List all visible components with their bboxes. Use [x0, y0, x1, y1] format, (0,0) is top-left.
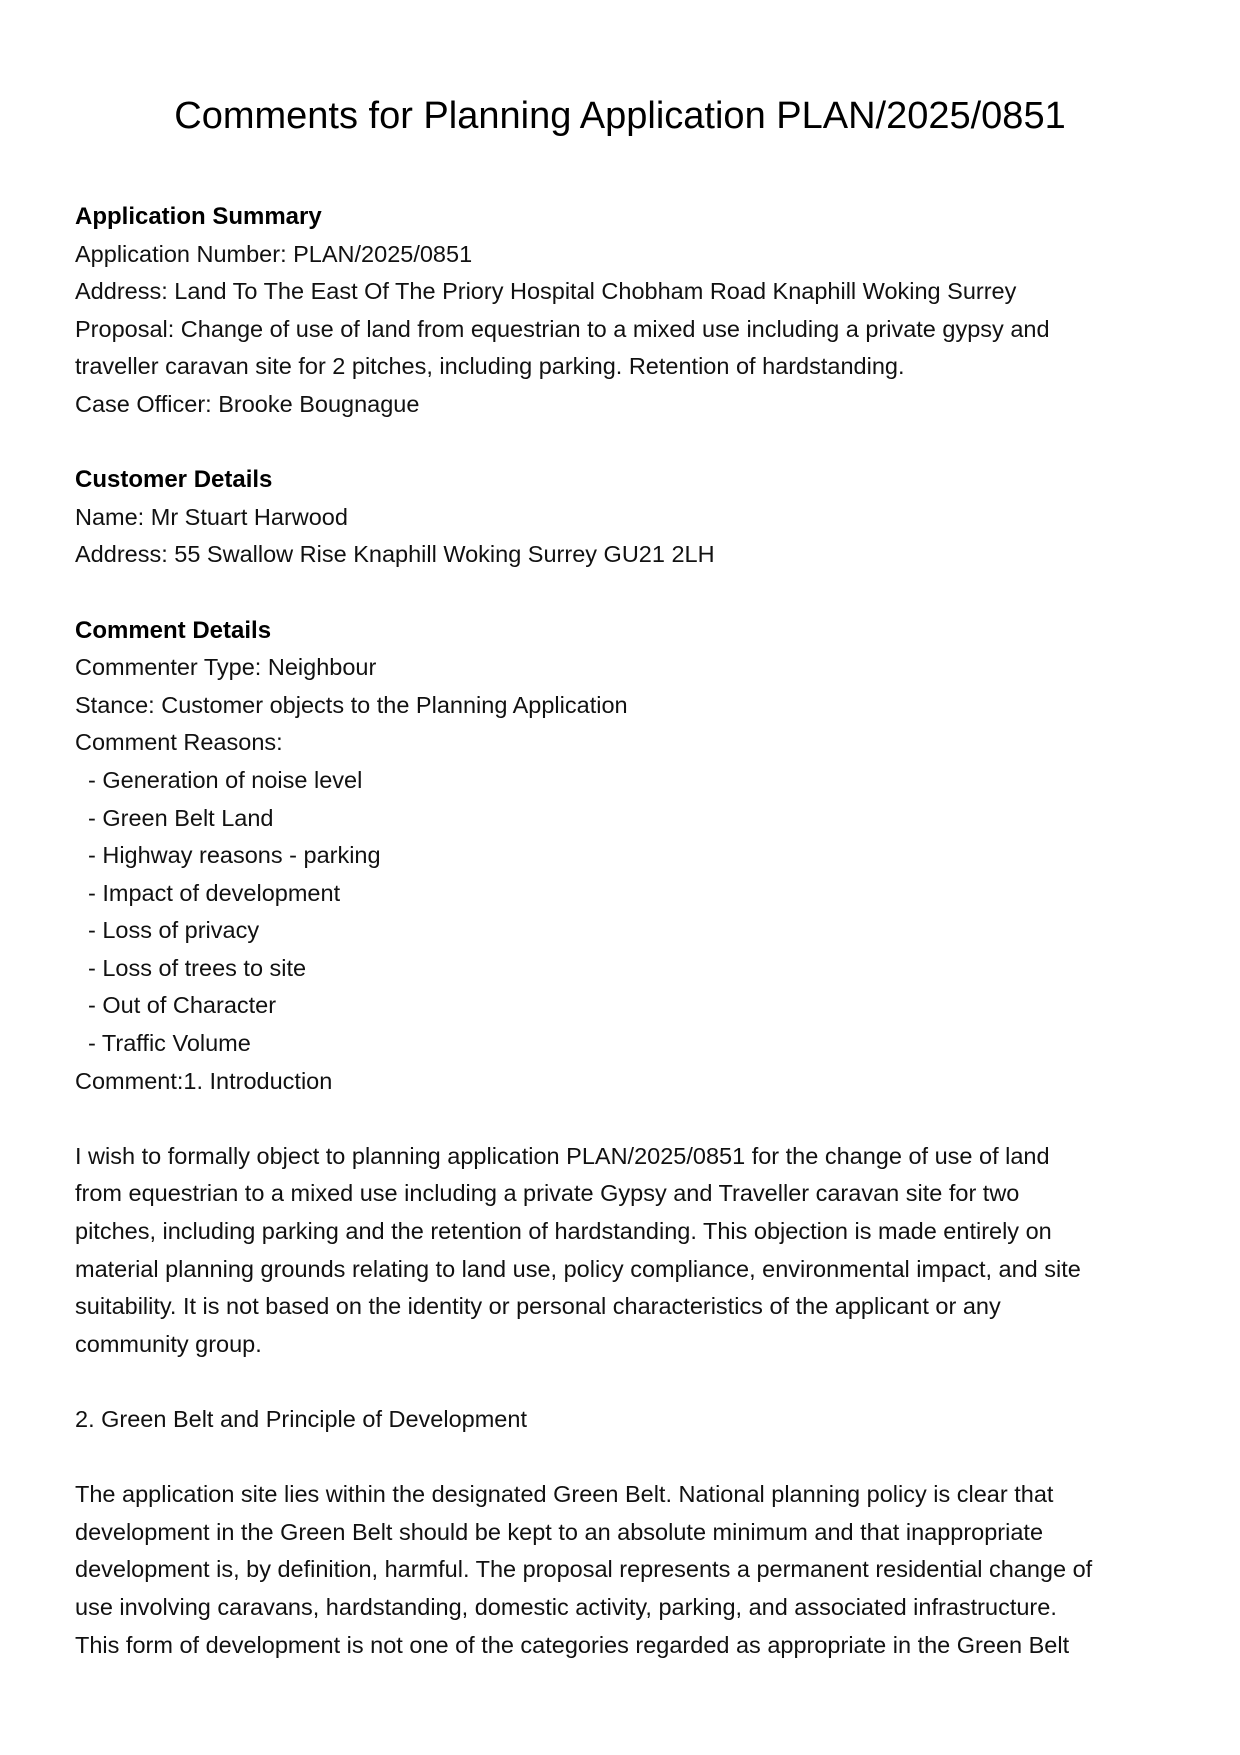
comment-reasons-label: Comment Reasons:	[75, 729, 283, 756]
commenter-type: Commenter Type: Neighbour	[75, 654, 377, 681]
proposal-line-2: traveller caravan site for 2 pitches, including parking. Retention of hardstanding.	[75, 353, 905, 380]
proposal-line-1: Proposal: Change of use of land from equestrian to a mixed use including a private gypsy and	[75, 315, 1050, 342]
section-2-paragraph	[75, 1476, 1175, 1664]
comment-reason-item: - Generation of noise level	[88, 766, 363, 793]
comment-reason-item: - Impact of development	[88, 879, 341, 906]
paragraph-line: This form of development is not one of the categories regarded as appropriate in the Green Belt	[75, 1631, 1070, 1658]
comment-reasons-list	[75, 762, 1175, 1063]
paragraph-line: use involving caravans, hardstanding, domestic activity, parking, and associated infrastructure.	[75, 1593, 1057, 1620]
comment-reason-item: - Loss of privacy	[88, 917, 260, 944]
customer-address: Address: 55 Swallow Rise Knaphill Woking Surrey GU21 2LH	[75, 541, 715, 568]
case-officer: Case Officer: Brooke Bougnague	[75, 390, 420, 417]
stance: Stance: Customer objects to the Planning Application	[75, 691, 628, 718]
paragraph-line: from equestrian to a mixed use including a private Gypsy and Traveller caravan site for two	[75, 1180, 1020, 1207]
paragraph-line: material planning grounds relating to land use, policy compliance, environmental impact, and site	[75, 1255, 1081, 1282]
comment-reason-item: - Highway reasons - parking	[88, 842, 381, 869]
paragraph-line: suitability. It is not based on the identity or personal characteristics of the applicant or any	[75, 1293, 1001, 1320]
application-summary-heading: Application Summary	[75, 203, 322, 230]
application-address: Address: Land To The East Of The Priory Hospital Chobham Road Knaphill Woking Surrey	[75, 278, 1017, 305]
paragraph-line: community group.	[75, 1330, 262, 1357]
spacer	[75, 1439, 1175, 1477]
comment-details-heading: Comment Details	[75, 616, 272, 644]
customer-name: Name: Mr Stuart Harwood	[75, 503, 348, 530]
paragraph-line: I wish to formally object to planning application PLAN/2025/0851 for the change of use of land	[75, 1142, 1050, 1169]
intro-paragraph	[75, 1138, 1175, 1364]
paragraph-line: development in the Green Belt should be kept to an absolute minimum and that inappropriate	[75, 1518, 1044, 1545]
section-2-heading: 2. Green Belt and Principle of Development	[75, 1406, 527, 1432]
spacer	[75, 574, 1175, 612]
spacer	[75, 1100, 1175, 1138]
customer-details-heading: Customer Details	[75, 466, 273, 494]
paragraph-line: pitches, including parking and the retention of hardstanding. This objection is made entirely on	[75, 1218, 1052, 1245]
spacer	[75, 424, 1175, 462]
application-summary-section	[75, 198, 1175, 424]
customer-details-section	[75, 461, 1175, 574]
page-title: Comments for Planning Application PLAN/2025/0851	[174, 95, 1066, 137]
comment-reason-item: - Green Belt Land	[88, 804, 274, 831]
comment-reason-item: - Loss of trees to site	[88, 954, 307, 981]
comment-reason-item: - Out of Character	[88, 992, 277, 1019]
document-content	[75, 198, 1175, 1664]
comment-reason-item: - Traffic Volume	[88, 1030, 251, 1057]
paragraph-line: The application site lies within the designated Green Belt. National planning policy is clear that	[75, 1481, 1054, 1508]
spacer	[75, 1363, 1175, 1401]
comment-details-section	[75, 612, 1175, 1101]
comment-intro: Comment:1. Introduction	[75, 1067, 333, 1094]
application-number: Application Number: PLAN/2025/0851	[75, 240, 473, 267]
paragraph-line: development is, by definition, harmful. The proposal represents a permanent residential change of	[75, 1556, 1093, 1583]
